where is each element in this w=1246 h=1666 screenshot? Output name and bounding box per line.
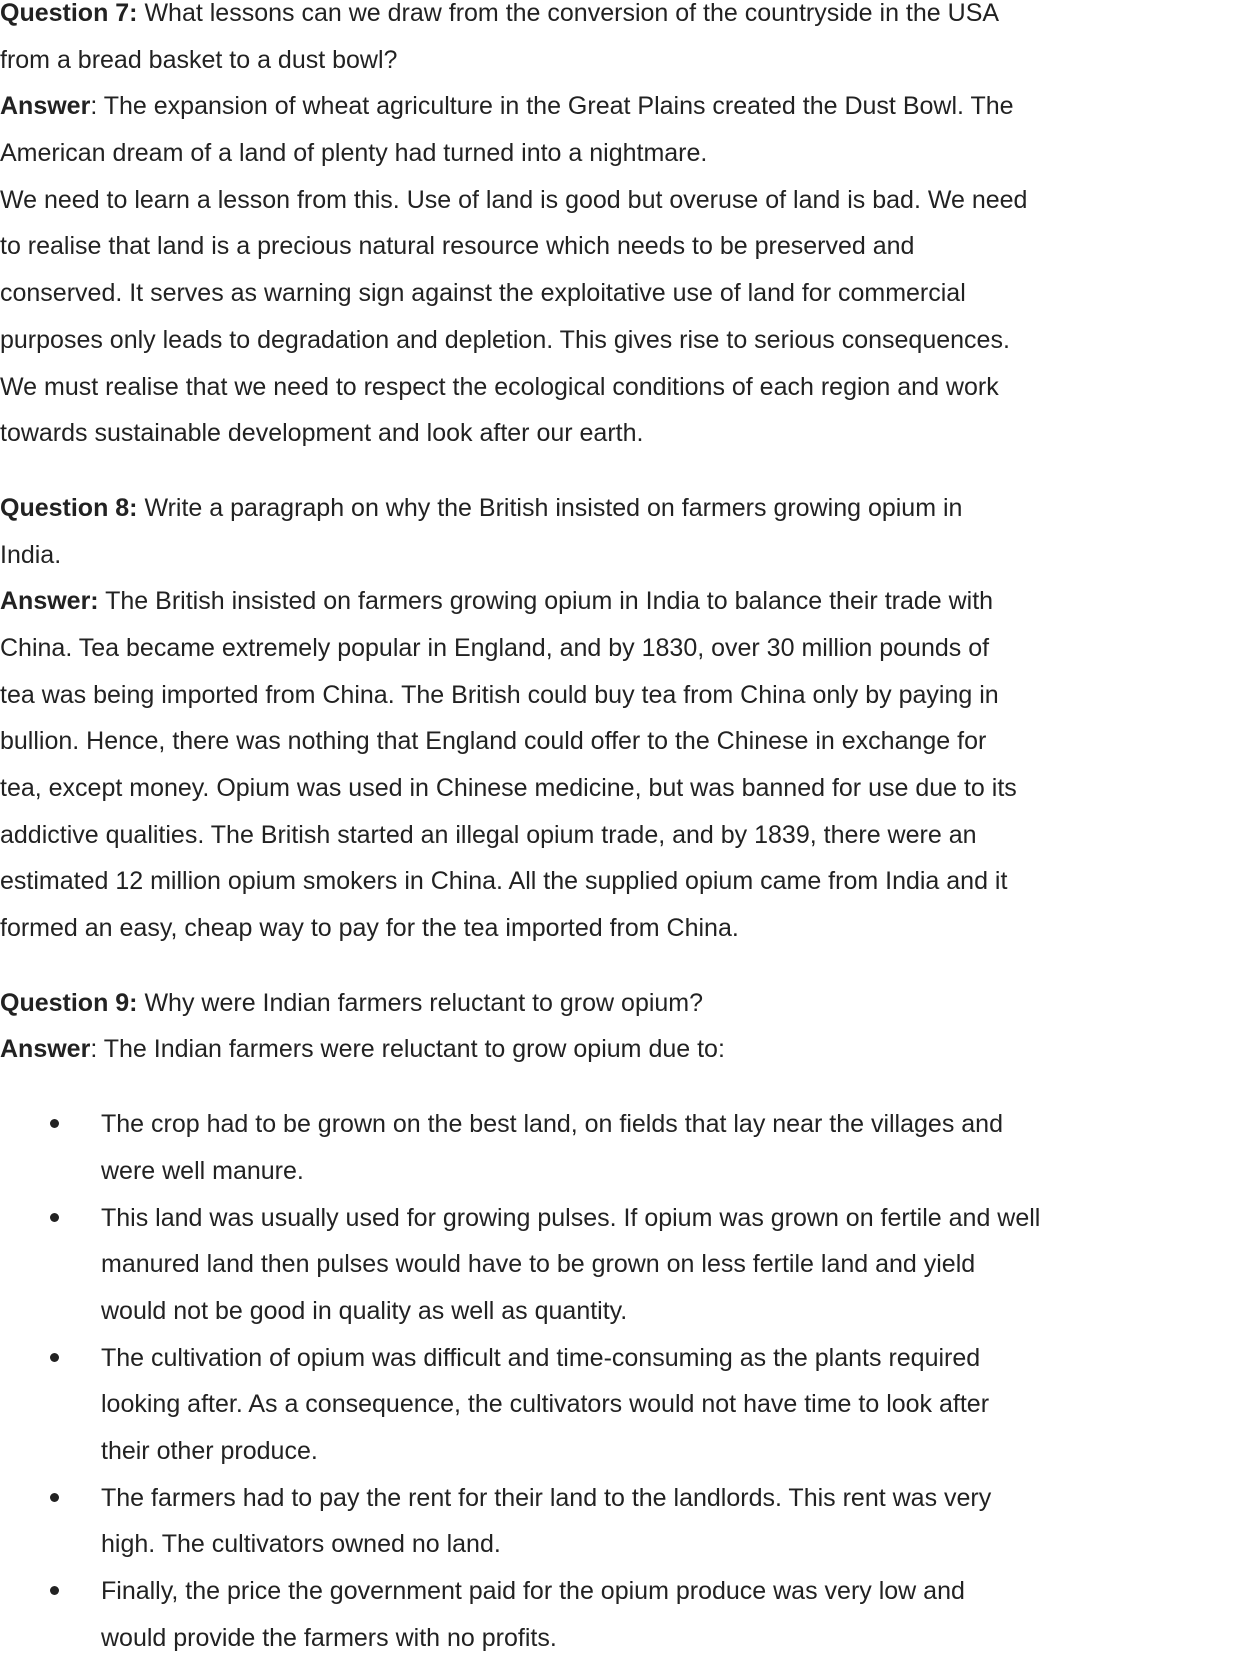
answer-line: [0, 317, 1246, 364]
q7-block: [0, 0, 1246, 457]
bullet-dot-icon: [50, 1119, 59, 1128]
answer-text: We must realise that we need to respect the ecological conditions of each region and work: [0, 372, 999, 401]
bullet-item: [0, 1335, 1246, 1475]
answer-line: [0, 223, 1246, 270]
answer-line: [0, 364, 1246, 411]
answer-line: [0, 625, 1246, 672]
bullet-line: their other produce.: [101, 1436, 318, 1465]
answer-text: American dream of a land of plenty had turned into a nightmare.: [0, 139, 708, 168]
question-line: [0, 485, 1246, 532]
answer-text: tea was being imported from China. The British could buy tea from China only by paying in: [0, 680, 999, 709]
answer-text: China. Tea became extremely popular in England, and by 1830, over 30 million pounds of: [0, 633, 990, 662]
answer-line: [0, 410, 1246, 457]
bullet-line: would not be good in quality as well as quantity.: [101, 1296, 628, 1325]
answer-line: [0, 765, 1246, 812]
answer-text: estimated 12 million opium smokers in China. All the supplied opium came from India and it: [0, 867, 1008, 896]
answer-text: conserved. It serves as warning sign against the exploitative use of land for commercial: [0, 279, 966, 308]
answer-line: [0, 130, 1246, 177]
answer-line: [0, 578, 1246, 625]
answer-text: tea, except money. Opium was used in Chinese medicine, but was banned for use due to its: [0, 774, 1017, 802]
bullet-item: [0, 1101, 1246, 1194]
question-label: Question 9:: [0, 988, 138, 1017]
bullet-item: [0, 1195, 1246, 1335]
bullet-line: The farmers had to pay the rent for their land to the landlords. This rent was very: [101, 1483, 992, 1512]
bullet-item: [0, 1475, 1246, 1568]
q8-block: [0, 485, 1246, 952]
answer-line: [0, 858, 1246, 905]
bullet-item: [0, 1568, 1246, 1661]
answer-text: towards sustainable development and look after our earth.: [0, 419, 644, 448]
bullet-line: would provide the farmers with no profits.: [101, 1623, 557, 1652]
question-label: Question 7:: [0, 0, 138, 27]
question-line: [0, 980, 1246, 1027]
answer-line: [0, 270, 1246, 317]
q9-block: [0, 980, 1246, 1073]
answer-label: Answer:: [0, 587, 99, 616]
bullet-dot-icon: [50, 1213, 59, 1222]
question-text: Why were Indian farmers reluctant to grow opium?: [137, 988, 704, 1017]
bullet-dot-icon: [50, 1353, 59, 1362]
answer-line: [0, 812, 1246, 859]
answer-line: [0, 1026, 1246, 1073]
answer-line: [0, 672, 1246, 719]
answer-text: formed an easy, cheap way to pay for the tea imported from China.: [0, 914, 739, 943]
answer-text: to realise that land is a precious natural resource which needs to be preserved and: [0, 232, 915, 261]
answer-text: : The expansion of wheat agriculture in the Great Plains created the Dust Bowl. The: [90, 92, 1014, 121]
bullet-line: This land was usually used for growing pulses. If opium was grown on fertile and well: [101, 1203, 1041, 1232]
bullet-line: Finally, the price the government paid for the opium produce was very low and: [101, 1577, 965, 1605]
bullet-line: high. The cultivators owned no land.: [101, 1530, 501, 1559]
answer-label: Answer: [0, 92, 91, 121]
question-label: Question 8:: [0, 493, 138, 522]
answer-line: [0, 905, 1246, 952]
bullet-list: [0, 1101, 1246, 1661]
answer-line: [0, 177, 1246, 224]
question-line: [0, 37, 1246, 84]
bullet-line: were well manure.: [101, 1156, 304, 1185]
question-text: from a bread basket to a dust bowl?: [0, 45, 398, 74]
answer-text: addictive qualities. The British started an illegal opium trade, and by 1839, there were an: [0, 820, 977, 849]
answer-line: [0, 718, 1246, 765]
answer-text: : The Indian farmers were reluctant to grow opium due to:: [90, 1035, 725, 1064]
answer-line: [0, 83, 1246, 130]
answer-text: The British insisted on farmers growing opium in India to balance their trade with: [98, 587, 994, 616]
answer-text: bullion. Hence, there was nothing that England could offer to the Chinese in exchange for: [0, 727, 987, 756]
bullet-line: The cultivation of opium was difficult and time-consuming as the plants required: [101, 1343, 981, 1372]
question-text: Write a paragraph on why the British insisted on farmers growing opium in: [137, 493, 963, 522]
answer-text: purposes only leads to degradation and depletion. This gives rise to serious consequences.: [0, 325, 1010, 354]
answer-text: We need to learn a lesson from this. Use of land is good but overuse of land is bad. We need: [0, 185, 1028, 214]
bullet-line: looking after. As a consequence, the cultivators would not have time to look after: [101, 1390, 990, 1419]
question-text: What lessons can we draw from the conversion of the countryside in the USA: [137, 0, 1000, 27]
question-text: India.: [0, 540, 62, 569]
bullet-line: manured land then pulses would have to be grown on less fertile land and yield: [101, 1250, 976, 1279]
answer-label: Answer: [0, 1035, 91, 1064]
bullet-dot-icon: [50, 1586, 59, 1595]
bullet-dot-icon: [50, 1493, 59, 1502]
question-line: [0, 532, 1246, 579]
question-line: [0, 0, 1246, 37]
bullet-line: The crop had to be grown on the best land, on fields that lay near the villages and: [101, 1110, 1003, 1139]
